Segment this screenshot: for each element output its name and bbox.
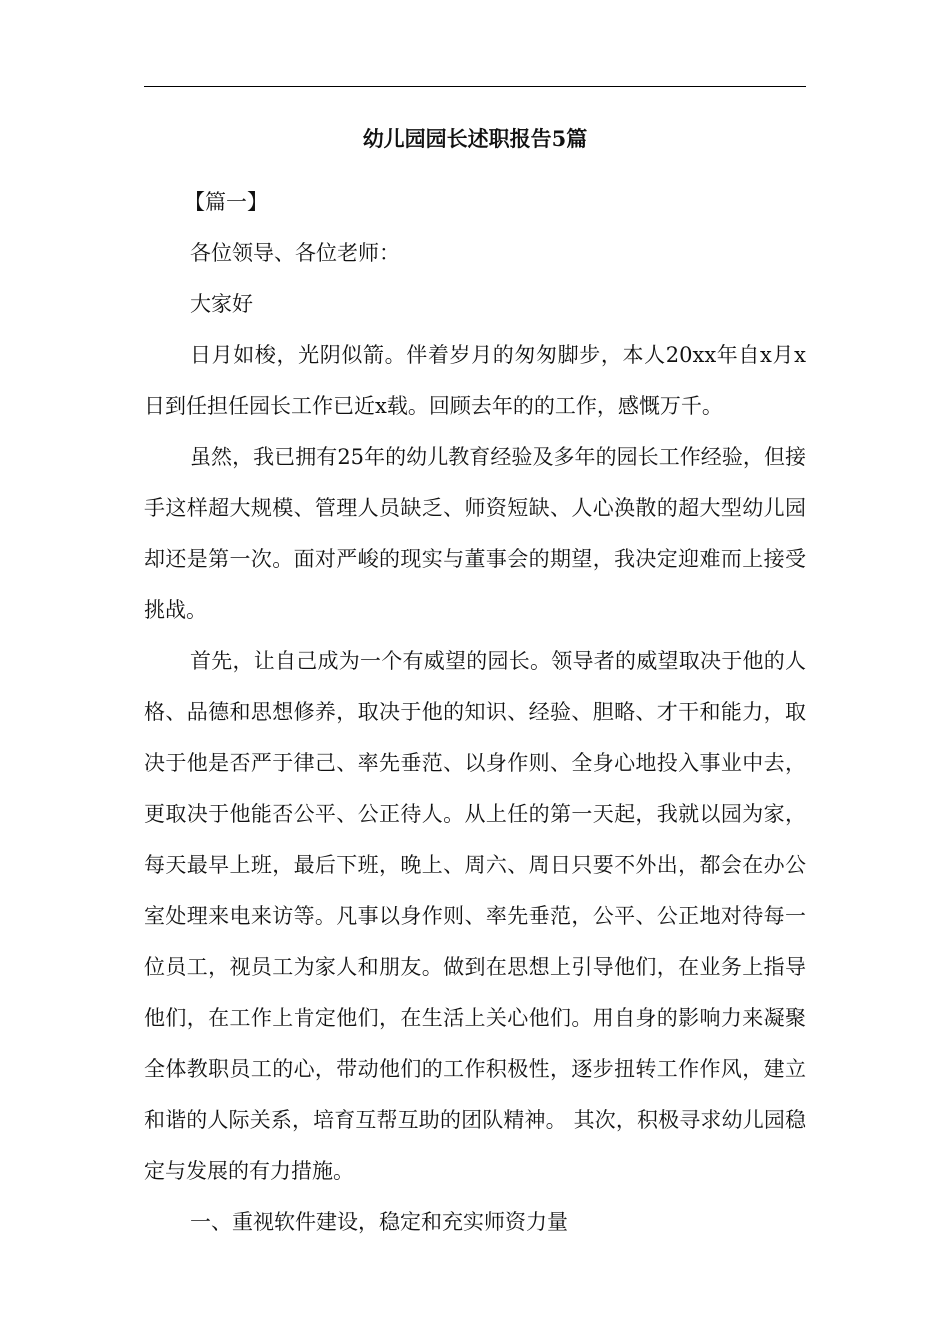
salutation: 各位领导、各位老师：: [190, 241, 400, 265]
header-rule: [144, 86, 806, 87]
body-paragraph: 首先，让自己成为一个有威望的园长。领导者的威望取决于他的人格、品德和思想修养，取决于他的知识、经验、胆略、才干和能力，取决于他是否严于律己、率先垂范、以身作则、全身心地投入事业中去，更取决于他能否公平、公正待人。从上任的第一天起，我就以园为家，每天最早上班，最后下班，晚上、周六、周日只要不外出，都会在办公室处理来电来访等。凡事以身作则、率先垂范，公平、公正地对待每一位员工，视员工为家人和朋友。做到在思想上引导他们，在业务上指导他们，在工作上肯定他们，在生活上关心他们。用自身的影响力来凝聚全体教职员工的心，带动他们的工作积极性，逐步扭转工作作风，建立和谐的人际关系，培育互帮互助的团队精神。 其次，积极寻求幼儿园稳定与发展的有力措施。: [144, 649, 806, 1183]
document-body: [144, 177, 806, 1248]
section-label: 【篇一】: [184, 190, 268, 214]
document-title: 幼儿园园长述职报告5篇: [362, 126, 588, 151]
body-paragraph: 虽然，我已拥有25年的幼儿教育经验及多年的园长工作经验，但接手这样超大规模、管理人员缺乏、师资短缺、人心涣散的超大型幼儿园却还是第一次。面对严峻的现实与董事会的期望，我决定迎难而上接受挑战。: [144, 445, 806, 622]
greeting: 大家好: [190, 292, 253, 316]
section-heading: 一、重视软件建设，稳定和充实师资力量: [190, 1210, 568, 1234]
body-paragraph: 日月如梭，光阴似箭。伴着岁月的匆匆脚步，本人20xx年自x月x日到任担任园长工作已近x载。回顾去年的的工作，感慨万千。: [144, 343, 806, 418]
